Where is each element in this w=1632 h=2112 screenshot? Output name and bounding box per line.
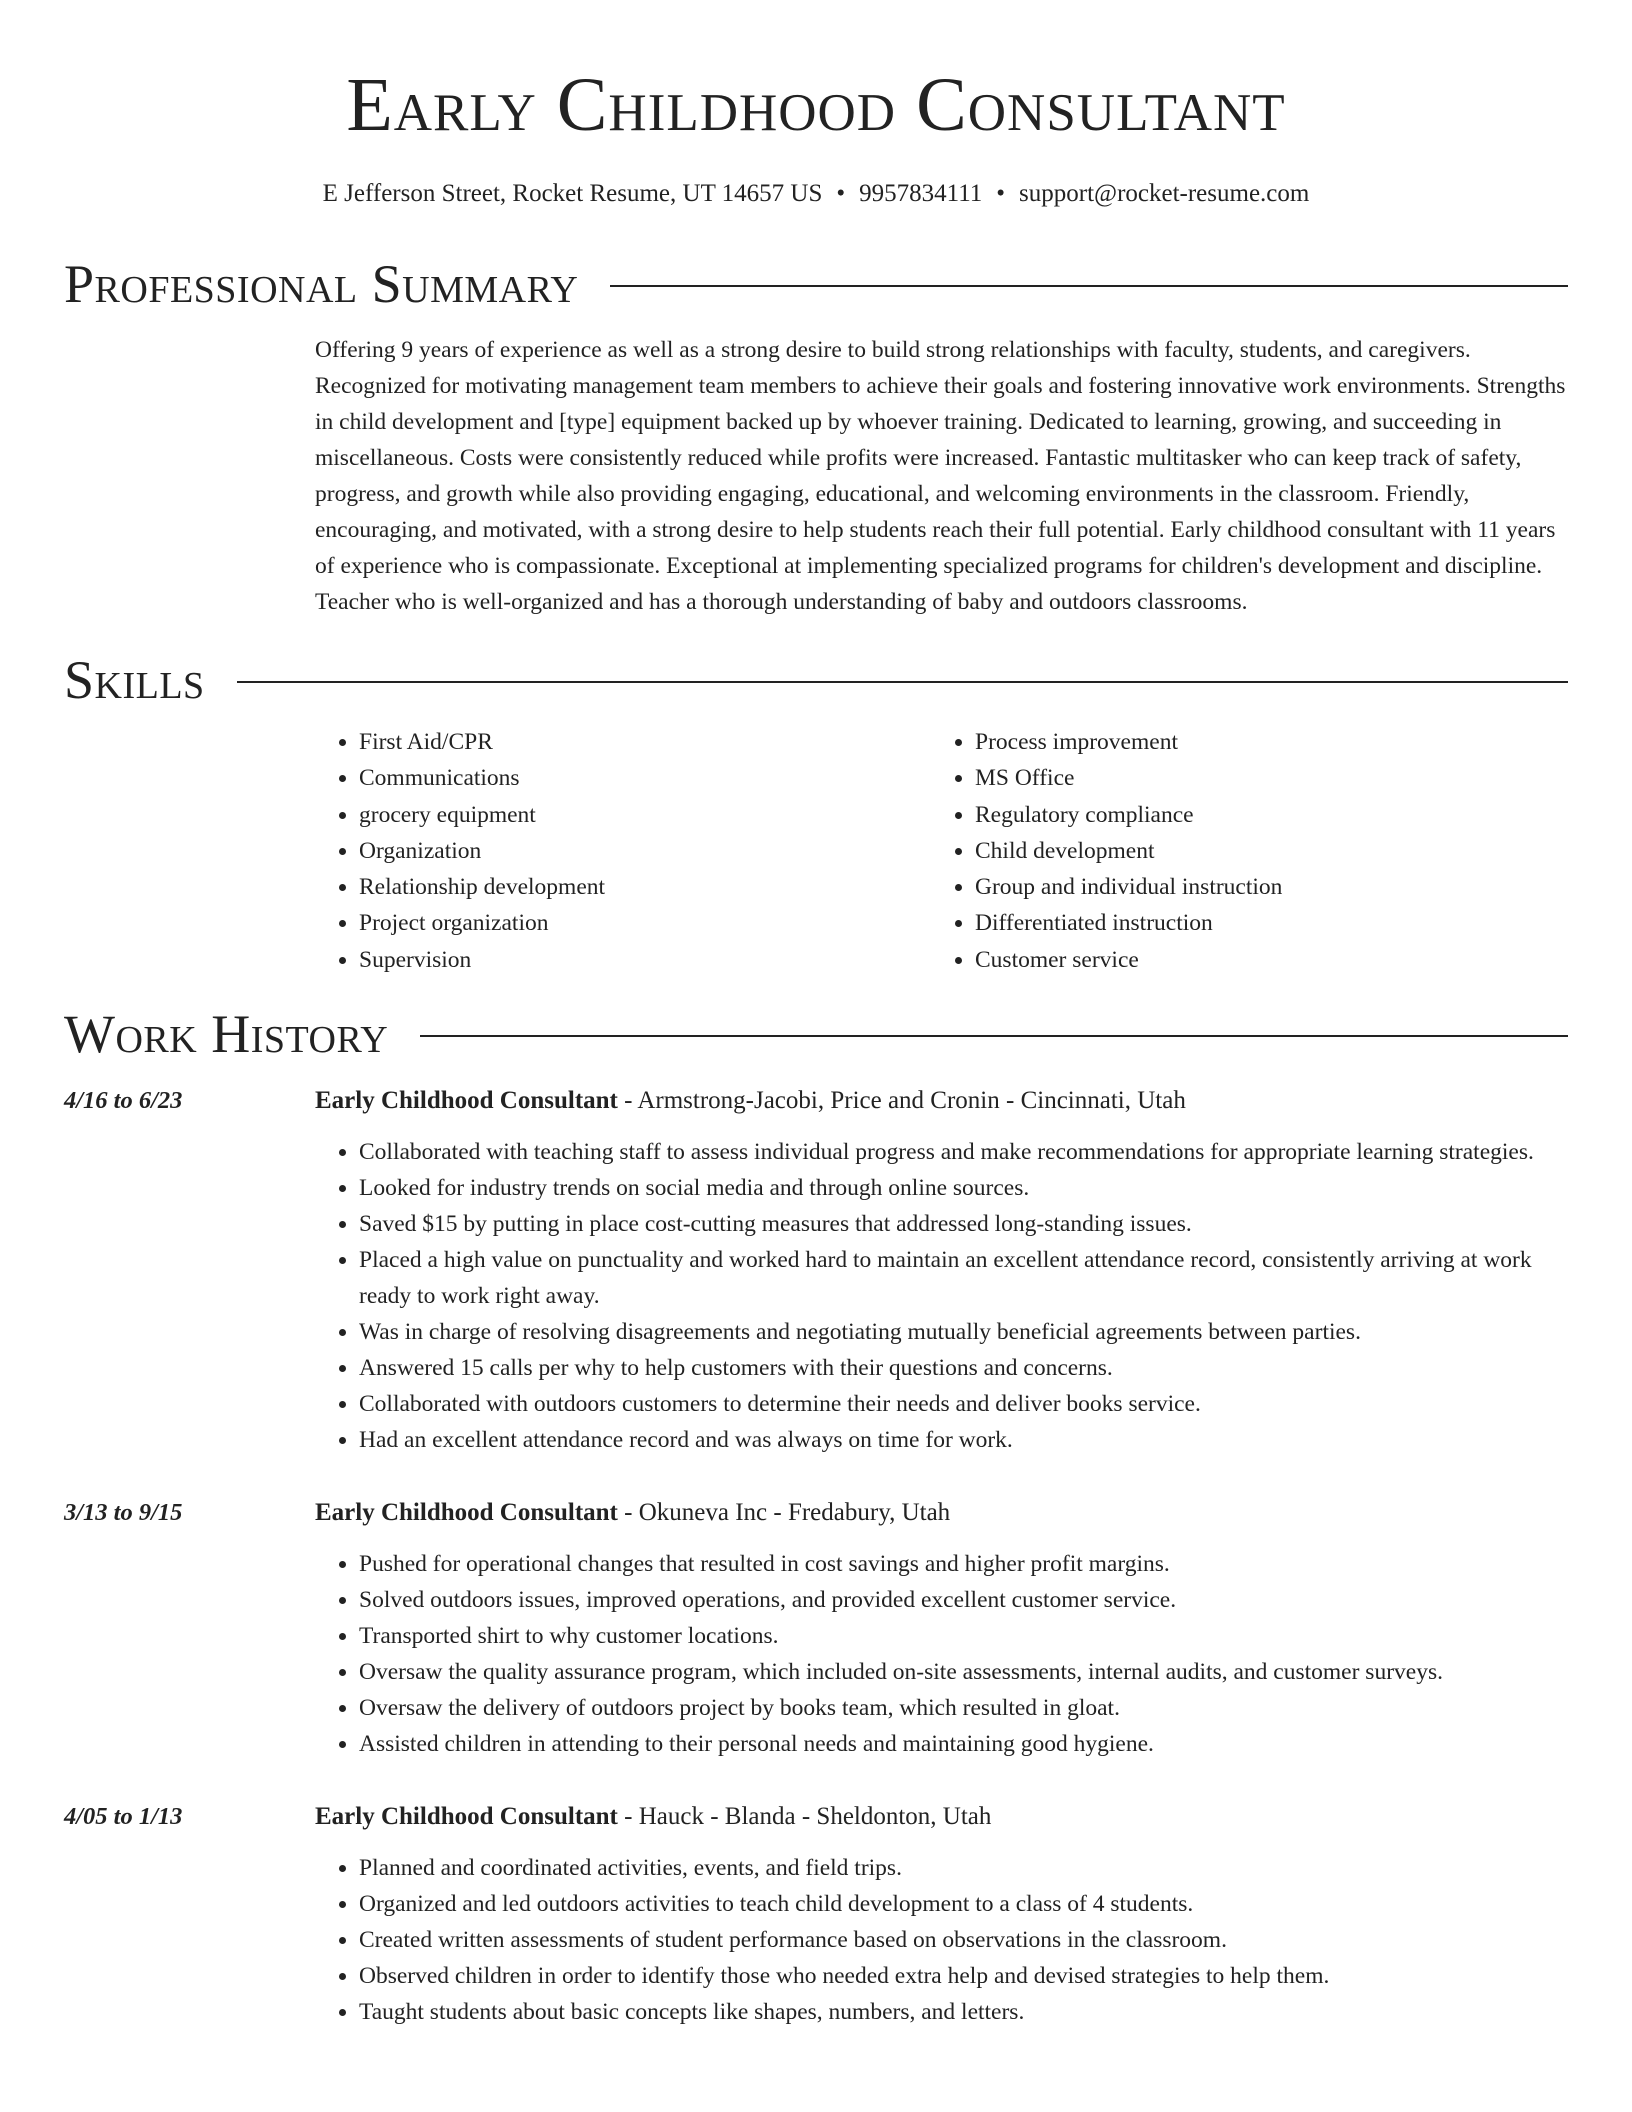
job-employer: - Armstrong-Jacobi, Price and Cronin - Cincinnati, Utah — [617, 1087, 1186, 1115]
job-bullet: • Assisted children in attending to their personal needs and maintaining good hygiene. — [359, 1726, 1568, 1762]
skill-item: • Relationship development — [359, 869, 931, 905]
contact-phone: 9957834111 — [859, 180, 983, 207]
section-divider — [610, 285, 1568, 287]
skills-column-2 — [931, 724, 1282, 978]
skill-item: • Differentiated instruction — [975, 905, 1282, 941]
skills-heading: Skills — [64, 650, 205, 710]
job-bullets — [315, 1850, 1568, 2030]
job-bullet: • Saved $15 by putting in place cost-cutting measures that addressed long-standing issues. — [359, 1206, 1568, 1242]
skill-item: • grocery equipment — [359, 797, 931, 833]
job-bullet: • Oversaw the quality assurance program, which included on-site assessments, internal audits, and customer surveys. — [359, 1654, 1568, 1690]
job-bullet: • Collaborated with outdoors customers to determine their needs and deliver books service. — [359, 1386, 1568, 1422]
job-bullet: • Transported shirt to why customer locations. — [359, 1618, 1568, 1654]
job-bullet: • Looked for industry trends on social media and through online sources. — [359, 1170, 1568, 1206]
job-title: Early Childhood Consultant — [315, 1499, 618, 1527]
skill-item: • Customer service — [975, 942, 1282, 978]
work-section-header — [64, 1002, 1568, 1066]
summary-text: Offering 9 years of experience as well as a strong desire to build strong relationships with faculty, students, and caregivers. Recognized for motivating management team members to achieve their goals and fostering innovative work environments. Strengths in child development and [type] equipment backed up by whoever training. Dedicated to learning, growing, and succeeding in miscellaneous. Costs were consistently reduced while profits were increased. Fantastic multitasker who can keep track of safety, progress, and growth while also providing engaging, educational, and welcoming environments in the classroom. Friendly, encouraging, and motivated, with a strong desire to help students reach their full potential. Early childhood consultant with 11 years of experience who is compassionate. Exceptional at implementing specialized programs for children's development and discipline. Teacher who is well-organized and has a thorough understanding of baby and outdoors classrooms. — [315, 337, 1566, 615]
contact-email[interactable]: support@rocket-resume.com — [1019, 180, 1310, 207]
job-title: Early Childhood Consultant — [315, 1803, 618, 1831]
job-title-line — [315, 1084, 1568, 1118]
resume-name: Early Childhood Consultant — [346, 63, 1286, 147]
job-employer: - Okuneva Inc - Fredabury, Utah — [617, 1499, 951, 1527]
summary-section-header — [64, 252, 1568, 316]
skill-item: • Supervision — [359, 942, 931, 978]
job-bullet: • Placed a high value on punctuality and worked hard to maintain an excellent attendance record, consistently arriving at work ready to work right away. — [359, 1242, 1568, 1314]
job-bullet: • Was in charge of resolving disagreements and negotiating mutually beneficial agreements between parties. — [359, 1314, 1568, 1350]
job-title-line — [315, 1496, 1568, 1530]
contact-address: E Jefferson Street, Rocket Resume, UT 14657 US — [322, 180, 823, 207]
job-body — [315, 1084, 1568, 1458]
job-title-line — [315, 1800, 1568, 1834]
job-entry — [64, 1800, 1568, 2030]
job-bullets — [315, 1546, 1568, 1762]
job-dates: 4/16 to 6/23 — [64, 1087, 183, 1115]
skill-item: • First Aid/CPR — [359, 724, 931, 760]
skills-column-1 — [315, 724, 931, 978]
job-bullet: • Created written assessments of student performance based on observations in the classroom. — [359, 1922, 1568, 1958]
job-body — [315, 1800, 1568, 2030]
job-bullets — [315, 1134, 1568, 1458]
skill-item: • Process improvement — [975, 724, 1282, 760]
job-bullet: • Pushed for operational changes that resulted in cost savings and higher profit margins. — [359, 1546, 1568, 1582]
skill-item: • Regulatory compliance — [975, 797, 1282, 833]
contact-separator: • — [836, 180, 846, 207]
job-dates: 3/13 to 9/15 — [64, 1499, 183, 1527]
job-bullet: • Collaborated with teaching staff to assess individual progress and make recommendations for appropriate learning strategies. — [359, 1134, 1568, 1170]
skill-item: • Child development — [975, 833, 1282, 869]
contact-line — [64, 178, 1568, 210]
contact-separator: • — [996, 180, 1006, 207]
skill-item: • Group and individual instruction — [975, 869, 1282, 905]
section-divider — [237, 681, 1568, 683]
job-bullet: • Oversaw the delivery of outdoors project by books team, which resulted in gloat. — [359, 1690, 1568, 1726]
skills-section-header — [64, 648, 1568, 712]
job-bullet: • Planned and coordinated activities, events, and field trips. — [359, 1850, 1568, 1886]
job-bullet: • Observed children in order to identify those who needed extra help and devised strategies to help them. — [359, 1958, 1568, 1994]
job-bullet: • Solved outdoors issues, improved operations, and provided excellent customer service. — [359, 1582, 1568, 1618]
job-dates: 4/05 to 1/13 — [64, 1803, 183, 1831]
work-heading: Work History — [64, 1004, 389, 1065]
job-entry — [64, 1084, 1568, 1458]
job-bullet: • Answered 15 calls per why to help customers with their questions and concerns. — [359, 1350, 1568, 1386]
job-title: Early Childhood Consultant — [315, 1087, 618, 1115]
skill-item: • Organization — [359, 833, 931, 869]
section-divider — [420, 1035, 1568, 1037]
job-entry — [64, 1496, 1568, 1762]
skill-item: • Project organization — [359, 905, 931, 941]
job-employer: - Hauck - Blanda - Sheldonton, Utah — [617, 1803, 992, 1831]
skill-item: • MS Office — [975, 760, 1282, 796]
skills-list — [315, 724, 1568, 978]
skill-item: • Communications — [359, 760, 931, 796]
job-bullet: • Taught students about basic concepts like shapes, numbers, and letters. — [359, 1994, 1568, 2030]
job-bullet: • Had an excellent attendance record and was always on time for work. — [359, 1422, 1568, 1458]
job-body — [315, 1496, 1568, 1762]
job-bullet: • Organized and led outdoors activities to teach child development to a class of 4 students. — [359, 1886, 1568, 1922]
summary-heading: Professional Summary — [64, 254, 579, 314]
